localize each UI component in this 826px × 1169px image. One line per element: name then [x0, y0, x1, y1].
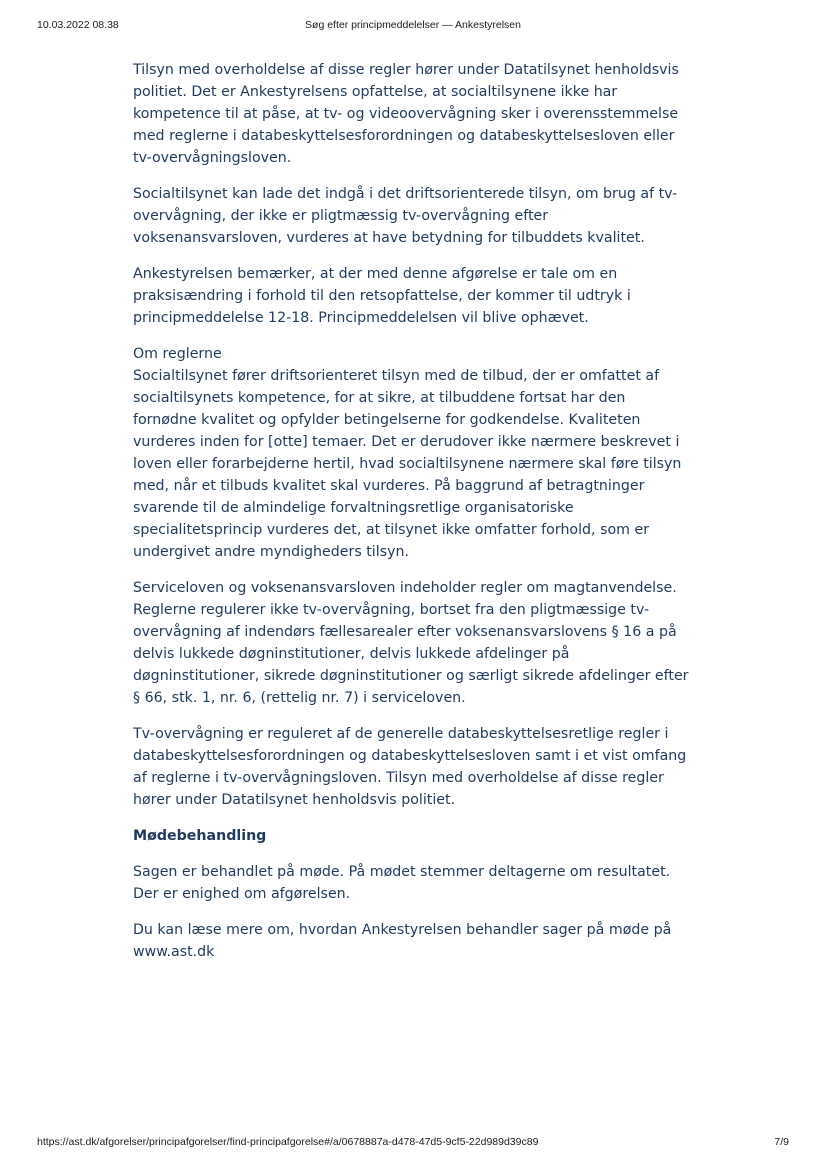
paragraph-praksisaendring: Ankestyrelsen bemærker, at der med denne afgørelse er tale om en praksisændring i forhold til den retsopfattelse, der kommer til udtryk i principmeddelelse 12-18. Principmeddelelsen vil blive ophævet.	[133, 266, 631, 326]
heading-modebehandling: Mødebehandling	[133, 828, 267, 844]
print-date: 10.03.2022 08.38	[37, 19, 119, 31]
paragraph-tilsyn: Tilsyn med overholdelse af disse regler hører under Datatilsynet henholdsvis politiet. Det er Ankestyrelsens opfattelse, at socialtilsynene ikke har kompetence til at påse, at tv- og videoovervågning sker i overensstemmelse med reglerne i databeskyttelsesforordningen og databeskyttelsesloven eller tv-overvågningsloven.	[133, 62, 679, 166]
paragraph-sagen-behandlet: Sagen er behandlet på møde. På mødet stemmer deltagerne om resultatet. Der er enighed om afgørelsen.	[133, 864, 671, 902]
paragraph-magtanvendelse: Serviceloven og voksenansvarsloven indeholder regler om magtanvendelse. Reglerne regulerer ikke tv-overvågning, bortset fra den pligtmæssige tv-overvågning af indendørs fællesarealer efter voksenansvarslovens § 16 a på delvis lukkede døgninstitutioner, delvis lukkede afdelinger på døgninstitutioner, sikrede døgninstitutioner og særligt sikrede afdelinger efter § 66, stk. 1, nr. 6, (rettelig nr. 7) i serviceloven.	[133, 580, 689, 706]
page-number: 7/9	[774, 1136, 789, 1148]
paragraph-driftsorienteret-tilsyn: Socialtilsynet fører driftsorienteret tilsyn med de tilbud, der er omfattet af socialtilsynets kompetence, for at sikre, at tilbuddene fortsat har den fornødne kvalitet og opfylder betingelserne for godkendelse. Kvaliteten vurderes inden for [otte] temaer. Det er derudover ikke nærmere beskrevet i loven eller forarbejderne hertil, hvad socialtilsynene nærmere skal føre tilsyn med, når et tilbuds kvalitet skal vurderes. På baggrund af betragtninger svarende til de almindelige forvaltningsretlige organisatoriske specialitetsprincip vurderes det, at tilsynet ikke omfatter forhold, som er undergivet andre myndigheders tilsyn.	[133, 368, 682, 560]
print-page-title: Søg efter principmeddelelser — Ankestyrelsen	[305, 19, 521, 31]
print-url: https://ast.dk/afgorelser/principafgorelser/find-principafgorelse#/a/0678887a-d478-47d5-9cf5-22d989d39c89	[37, 1136, 539, 1148]
paragraph-laes-mere: Du kan læse mere om, hvordan Ankestyrelsen behandler sager på møde på www.ast.dk	[133, 922, 672, 960]
paragraph-socialtilsynet-drift: Socialtilsynet kan lade det indgå i det driftsorienterede tilsyn, om brug af tv-overvågning, der ikke er pligtmæssig tv-overvågning efter voksenansvarsloven, vurderes at have betydning for tilbuddets kvalitet.	[133, 186, 678, 246]
paragraph-tv-overvaagning-regler: Tv-overvågning er reguleret af de generelle databeskyttelsesretlige regler i databeskyttelsesforordningen og databeskyttelsesloven samt i et vist omfang af reglerne i tv-overvågningsloven. Tilsyn med overholdelse af disse regler hører under Datatilsynet henholdsvis politiet.	[133, 726, 687, 808]
article-content	[133, 59, 693, 977]
print-header	[37, 19, 789, 33]
print-footer	[37, 1136, 789, 1150]
om-reglerne-label: Om reglerne	[133, 346, 222, 362]
